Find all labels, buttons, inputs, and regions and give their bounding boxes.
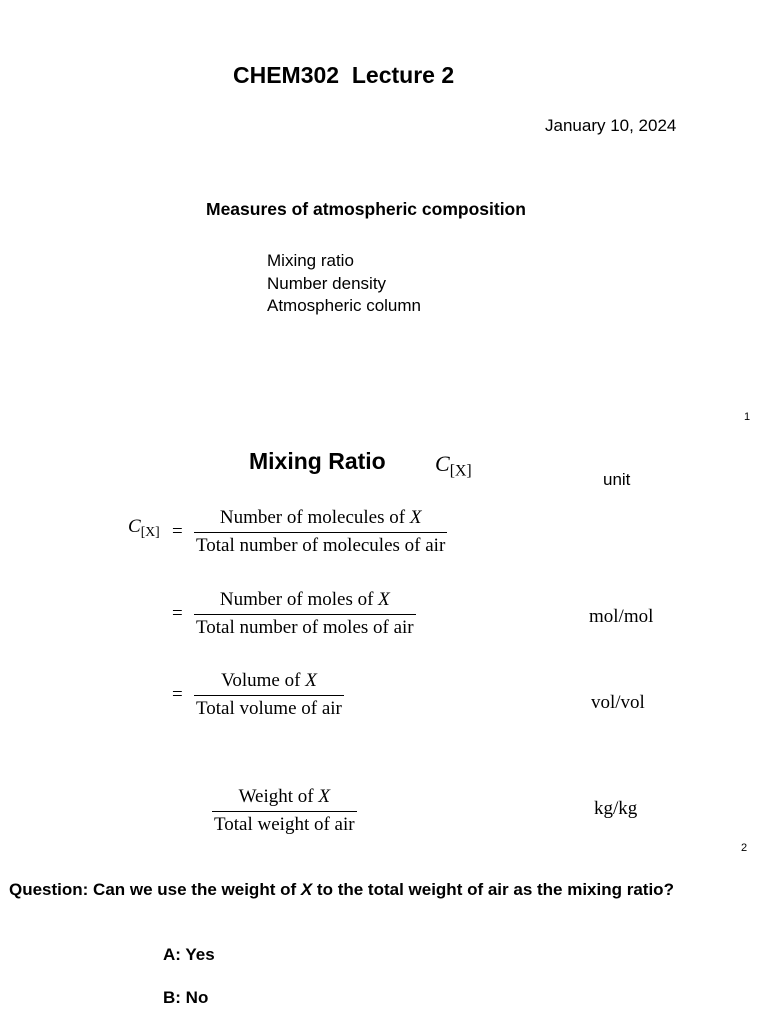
fraction-molecules (194, 508, 447, 557)
page-number: 2 (741, 842, 748, 854)
unit-heading: unit (603, 470, 631, 489)
fraction-numerator (219, 671, 319, 695)
numerator-variable: X (378, 589, 390, 610)
fraction-numerator (218, 590, 392, 614)
numerator-text: Number of moles of (219, 589, 379, 610)
symbol-base: C (435, 451, 450, 476)
answer-option-b[interactable]: B: No (163, 988, 209, 1007)
symbol-base: C (128, 516, 141, 537)
symbol-subscript: [X] (140, 523, 160, 539)
mixing-ratio-symbol (435, 451, 472, 480)
topic-item: Atmospheric column (267, 296, 422, 315)
fraction-weight (212, 787, 357, 836)
question-text (9, 880, 674, 900)
equals-sign: = (172, 603, 183, 624)
numerator-variable: X (409, 507, 422, 528)
page-number: 1 (744, 411, 751, 423)
fraction-moles (194, 590, 416, 639)
equation-lhs-symbol (128, 516, 160, 540)
unit-kg-per-kg: kg/kg (594, 798, 638, 819)
question-prefix: Question: Can we use the weight of (9, 880, 301, 899)
topic-item: Mixing ratio (267, 251, 354, 270)
numerator-text: Volume of (221, 670, 306, 691)
unit-mol-per-mol: mol/mol (589, 606, 654, 627)
question-suffix: to the total weight of air as the mixing ratio? (312, 880, 674, 899)
fraction-denominator: Total weight of air (212, 811, 357, 836)
numerator-text: Number of molecules of (219, 507, 410, 528)
fraction-denominator: Total number of molecules of air (194, 532, 447, 557)
section-subheading: Measures of atmospheric composition (206, 199, 526, 219)
equals-sign: = (172, 684, 183, 705)
numerator-variable: X (318, 786, 330, 807)
fraction-volume (194, 671, 344, 720)
numerator-variable: X (305, 670, 317, 691)
mixing-ratio-heading: Mixing Ratio (249, 448, 386, 474)
topic-list (267, 250, 421, 318)
lecture-title: CHEM302 Lecture 2 (233, 62, 455, 88)
numerator-text: Weight of (238, 786, 319, 807)
fraction-denominator: Total volume of air (194, 695, 344, 720)
answer-option-a[interactable]: A: Yes (163, 945, 215, 964)
lecture-date: January 10, 2024 (545, 116, 677, 135)
unit-vol-per-vol: vol/vol (591, 692, 645, 713)
fraction-denominator: Total number of moles of air (194, 614, 416, 639)
symbol-subscript: [X] (449, 462, 472, 480)
question-variable: X (300, 880, 313, 899)
equals-sign: = (172, 521, 183, 542)
fraction-numerator (237, 787, 332, 811)
topic-item: Number density (267, 273, 387, 293)
fraction-numerator (218, 508, 424, 532)
